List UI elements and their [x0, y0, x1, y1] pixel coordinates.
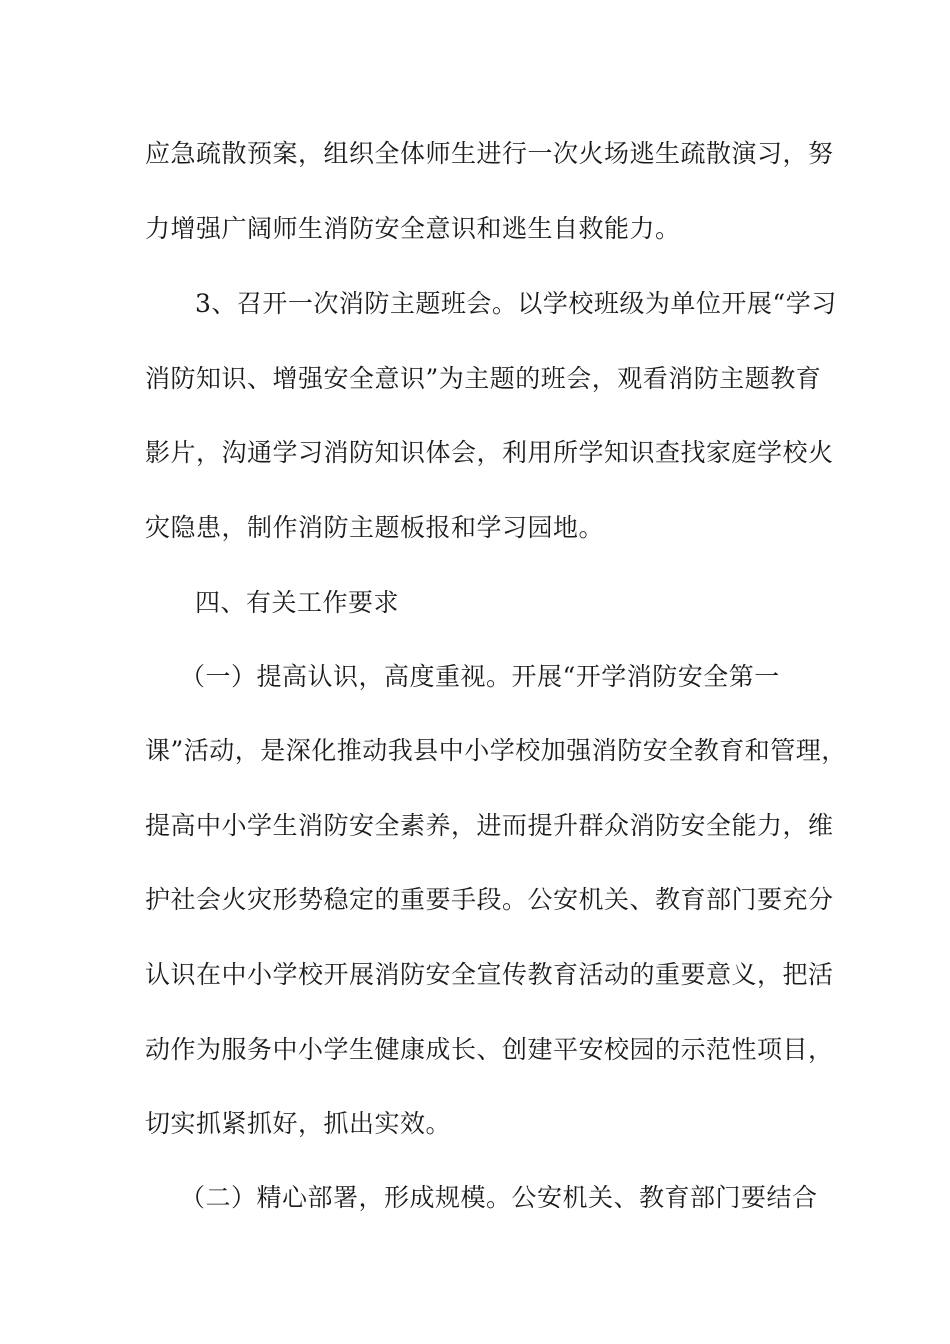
paragraph-line: 提高中小学生消防安全素养，进而提升群众消防安全能力，维 — [145, 811, 834, 840]
paragraph-line: 切实抓紧抓好，抓出实效。 — [145, 1109, 452, 1138]
paragraph-line: 力增强广阔师生消防安全意识和逃生自救能力。 — [145, 214, 681, 243]
paragraph-line: 动作为服务中小学生健康成长、创建平安校园的示范性项目， — [145, 1035, 834, 1064]
paragraph-line: 灾隐患，制作消防主题板报和学习园地。 — [145, 513, 605, 542]
paragraph-line: 3、召开一次消防主题班会。以学校班级为单位开展“学习 — [195, 289, 837, 318]
paragraph-line: 认识在中小学校开展消防安全宣传教育活动的重要意义，把活 — [145, 960, 834, 989]
section-heading: 四、有关工作要求 — [195, 588, 400, 617]
paragraph-line: 应急疏散预案，组织全体师生进行一次火场逃生疏散演习，努 — [145, 139, 834, 168]
paragraph-line: （二）精心部署，形成规模。公安机关、教育部门要结合 — [180, 1183, 818, 1212]
paragraph-line: 消防知识、增强安全意识”为主题的班会，观看消防主题教育 — [145, 364, 822, 393]
paragraph-line: 课”活动，是深化推动我县中小学校加强消防安全教育和管理， — [145, 736, 847, 765]
paragraph-line: 护社会火灾形势稳定的重要手段。公安机关、教育部门要充分 — [145, 885, 834, 914]
paragraph-line: 影片，沟通学习消防知识体会，利用所学知识查找家庭学校火 — [145, 438, 834, 467]
paragraph-line: （一）提高认识，高度重视。开展“开学消防安全第一 — [180, 662, 780, 691]
